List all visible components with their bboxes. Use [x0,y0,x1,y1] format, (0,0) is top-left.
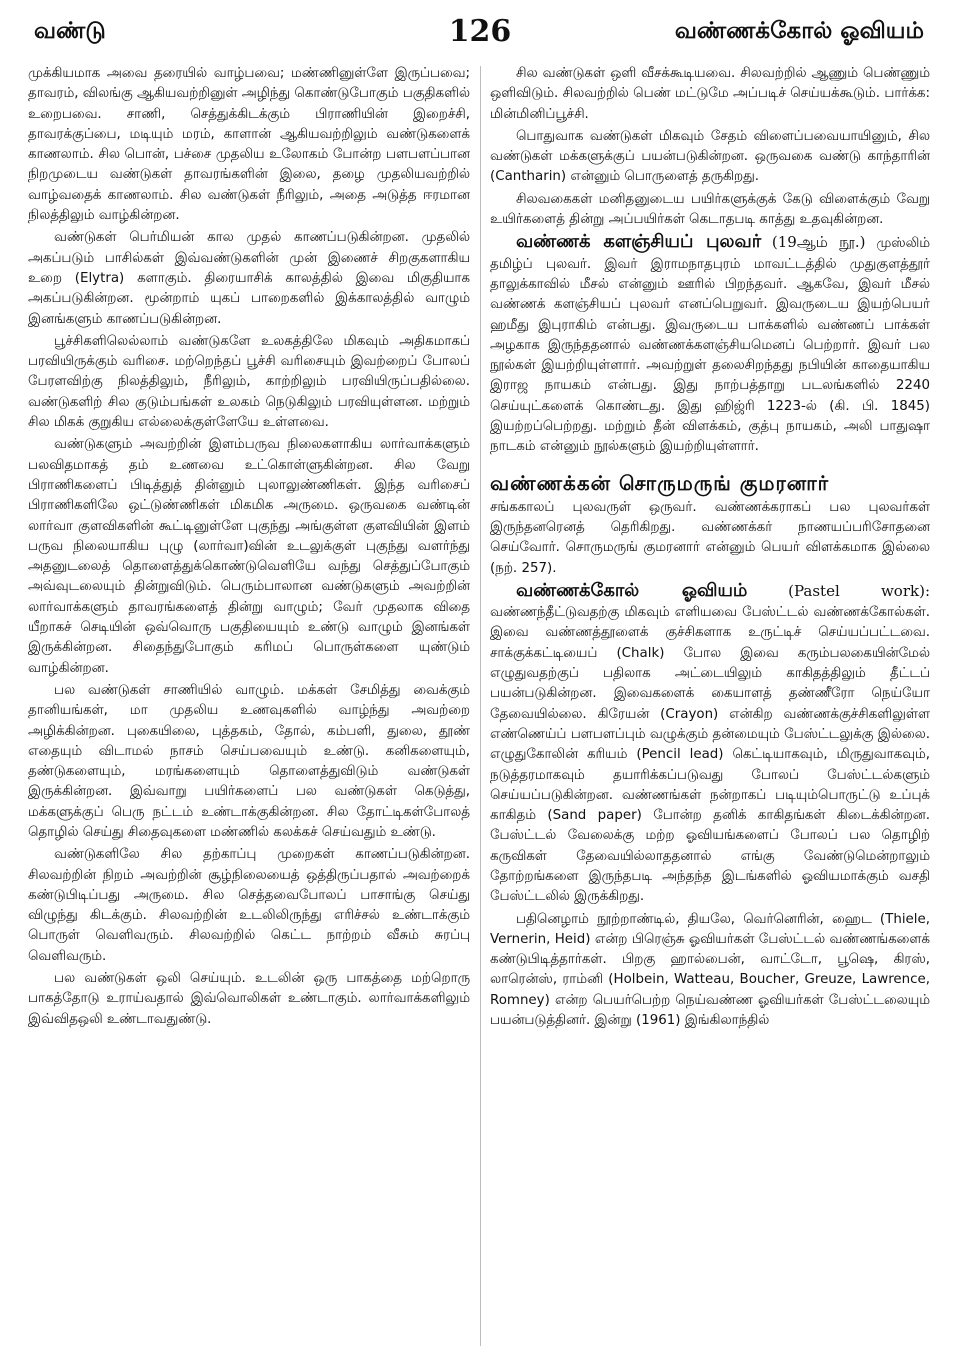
paragraph: வண்டுகளும் அவற்றின் இளம்பருவ நிலைகளாகிய லார்வாக்களும் பலவிதமாகத் தம் உணவை உட்கொள்ளுகின்றன. சில வேறு பிராணிகளைப் பிடித்துத் தின்னும் புலாலுண்ணிகள். இந்த வரிசைப் பிராணிகளிலே ஒட்டுண்ணிகள் மிகமிக அருமை. ஒருவகை வண்டின் லார்வா குளவிகளின் கூட்டினுள்ளே புகுந்து அங்குள்ள குளவியின் இளம் பருவ நிலையாகிய புழு (லார்வா)வின் உடலுக்குள் புகுந்து வளர்ந்து அதனுடலைத் தொளைத்துக்கொண்டுவெளியே வந்து செத்துப்போகும் அவ்வுடலையும் தின்றுவிடும். பெரும்பாலான வண்டுகளும் அவற்றின் லார்வாக்களும் தாவரங்களைத் தின்று வாழும்; வேர் முதலாக விதை யீறாகச் செடியின் ஒவ்வொரு பகுதியையும் உண்டு வாழும் இனங்கள் இருக்கின்றன. சிதைந்துபோகும் கரிமப் பொருள்களை யுண்டும் வாழ்கின்றன. [28,437,470,676]
entry-body: சங்ககாலப் புலவருள் ஒருவர். வண்ணக்கராகப் பல புலவர்கள் இருந்தனரெனத் தெரிகிறது. வண்ணக்கர் நாணயப்பரிசோதனை செய்வோர். சொருமருங் குமரனார் என்னும் பெயர் விளக்கமாக இல்லை (நற். 257). [490,499,930,576]
page-number: 126 [448,14,512,49]
paragraph: பொதுவாக வண்டுகள் மிகவும் சேதம் விளைப்பவையாயினும், சில வண்டுகள் மக்களுக்குப் பயன்படுகின்றன. ஒருவகை வண்டு காந்தாரின் (Cantharin) என்னும் பொருளைத் தருகிறது. [490,128,930,185]
encyclopedia-entry [490,581,930,908]
paragraph: பூச்சிகளிலெல்லாம் வண்டுகளே உலகத்திலே மிகவும் அதிகமாகப் பரவியிருக்கும் வரிசை. மற்றெந்தப் பூச்சி வரிசையும் இவற்றைப் போலப் பேரளவிற்கு நிலத்திலும், நீரிலும், காற்றிலும் பரவியிருப்பதில்லை. வண்டுகளிற் சில குடும்பங்கள் உலகம் நெடுகிலும் பரவியுள்ளன. மற்றும் சில மிகக் குறுகிய எல்லைக்குள்ளேயே உள்ளவை. [28,333,470,431]
column-divider [480,66,481,1346]
left-column [28,64,470,1354]
paragraph: வண்டுகள் பெர்மியன் கால முதல் காணப்படுகின்றன. முதலில் அகப்படும் பாசில்கள் இவ்வண்டுகளின் முன் இணைச் சிறகுகளாகிய உறை (Elytra) களாகும். திரையாசிக் காலத்தில் இவை மிகுதியாக அகப்படுகின்றன. மூன்றாம் யுகப் பாறைகளில் இக்காலத்தில் வாழும் இனங்களும் காணப்படுகின்றன. [28,230,470,327]
right-column [490,64,930,1354]
entry-heading-note: (Pastel work): [788,581,930,600]
paragraph: பதினெழாம் நூற்றாண்டில், தியலே, வெர்னெரின், ஹைட (Thiele, Vernerin, Heid) என்ற பிரெஞ்சு ஓவியர்கள் பேஸ்ட்டல் வண்ணங்களைக் கண்டுபிடித்தார்கள். பிறகு ஹால்பைன், வாட்டோ, பூஷெ, கிரஸ், லாரென்ஸ், ராம்னி (Holbein, Watteau, Boucher, Greuze, Lawrence, Romney) என்ற பெயர்பெற்ற நெய்வண்ண ஓவியர்கள் பேஸ்ட்டலையும் பயன்படுத்தினர். இன்று (1961) இங்கிலாந்தில் [490,911,930,1029]
entry-heading-note: (19ஆம் நூ.) [771,233,866,252]
header-right-keyword: வண்ணக்கோல் ஓவியம் [674,18,924,44]
paragraph: வண்டுகளிலே சில தற்காப்பு முறைகள் காணப்படுகின்றன. சிலவற்றின் நிறம் அவற்றின் சூழ்நிலையைத் ஒத்திருப்பதால் அவற்றைக் கண்டுபிடிப்பது அருமை. சில செத்தவைபோலப் பாசாங்கு செய்து விழுந்து கிடக்கும். சிலவற்றின் உடலிலிருந்து எரிச்சல் உண்டாக்கும் பொருள் வெளிவரும். சிலவற்றில் கெட்ட நாற்றம் வீசும் சுரப்பு வெளிவரும். [28,847,470,964]
entry-heading: வண்ணக்கோல் ஓவியம் [516,579,748,601]
entry-heading: வண்ணக் களஞ்சியப் புலவர் [516,231,762,253]
paragraph: சிலவகைகள் மனிதனுடைய பயிர்களுக்குக் கேடு விளைக்கும் வேறு உயிர்களைத் தின்று அப்பயிர்கள் கெடாதபடி காத்து உதவுகின்றன. [490,191,930,228]
paragraph: பல வண்டுகள் ஒலி செய்யும். உடலின் ஒரு பாகத்தை மற்றொரு பாகத்தோடு உராய்வதால் இவ்வொலிகள் உண்டாகும். லார்வாக்களிலும் இவ்விதஒலி உண்டாவதுண்டு. [28,971,470,1027]
header-left-keyword: வண்டு [34,18,106,44]
entry-body: வண்ணந்தீட்டுவதற்கு மிகவும் எளியவை பேஸ்ட்டல் வண்ணக்கோல்கள். இவை வண்ணத்தூளைக் குச்சிகளாக உருட்டிச் செய்யப்பட்டவை. சாக்குக்கட்டியைப் (Chalk) போல இவை கரும்பலகையின்மேல் எழுதுவதற்குப் பதிலாக அட்டையிலும் காகிதத்திலும் தீட்டப் பயன்படுகின்றன. இவைகளைக் கையாளத் தண்ணீரோ நெய்யோ தேவையில்லை. கிரேயன் (Crayon) என்கிற வண்ணக்குச்சிகளிலுள்ள எண்ணெய்ப் பளபளப்பும் வழுக்கும் தன்மையும் பேஸ்ட்டலுக்கு இல்லை. எழுதுகோலின் கரியம் (Pencil lead) கெட்டியாகவும், மிருதுவாகவும், நடுத்தரமாகவும் தயாரிக்கப்படுவது போலப் பேஸ்ட்டல்களும் செய்யப்படுகின்றன. வண்ணங்கள் நன்றாகப் படியும்பொருட்டு உப்புக் காகிதம் (Sand paper) போன்ற தனிக் காகிதங்கள் கிடைக்கின்றன. பேஸ்ட்டல் வேலைக்கு மற்ற ஓவியங்களைப் போலப் பல தொழிற் கருவிகள் தேவையில்லாததனால் எங்கு வேண்டுமென்றாலும் தோற்றங்களை இருந்தபடி அந்தந்த இடங்களில் ஓவியமாக்கும் வசதி பேஸ்ட்டலில் இருக்கிறது. [490,605,930,905]
paragraph: சில வண்டுகள் ஒளி வீசக்கூடியவை. சிலவற்றில் ஆணும் பெண்ணும் ஒளிவிடும். சிலவற்றில் பெண் மட்டுமே அப்படிச் செய்யக்கூடும். பார்க்க: மின்மினிப்பூச்சி. [490,66,930,122]
entry-heading: வண்ணக்கன் சொருமருங் குமரனார் [490,470,830,495]
entry-body: முஸ்லிம் தமிழ்ப் புலவர். இவர் இராமநாதபுரம் மாவட்டத்தில் முதுகுளத்தூர் தாலுக்காவில் மீசல் என்னும் ஊரில் பிறந்தவர். ஆகவே, இவர் மீசல் வண்ணக் களஞ்சியப் புலவர் எனப்பெறுவர். இவருடைய இயற்பெயர் ஹமீது இபுராகிம் என்பது. இவருடைய பாக்களில் வண்ணப் பாக்கள் அழகாக இருந்ததனால் வண்ணக்களஞ்சியமெனப் பெற்றார். இவர் பல நூல்கள் இயற்றியுள்ளார். அவற்றுள் தலைசிறந்தது நபியின் காதையாகிய இராஜ நாயகம் என்பது. இது நாற்பத்தாறு படலங்களில் 2240 செய்யுட்களைக் கொண்டது. இது ஹிஜ்ரி 1223-ல் (கி. பி. 1845) இயற்றப்பெற்றது. மற்றும் தீன் விளக்கம், குத்பு நாயகம், அலி பாதுஷா நாடகம் என்னும் நூல்களும் இயற்றியுள்ளார். [490,236,930,455]
paragraph: பல வண்டுகள் சாணியில் வாழும். மக்கள் சேமித்து வைக்கும் தானியங்கள், மா முதலிய உணவுகளில் வாழ்ந்து அவற்றை அழிக்கின்றன. புகையிலை, புத்தகம், தோல், கம்பளி, துலை, தூண் எதையும் விடாமல் நாசம் செய்பவையும் உண்டு. கனிகளையும், தண்டுகளையும், மரங்களையும் தொளைத்துவிடும் வண்டுகள் இருக்கின்றன. இவ்வாறு பயிர்களைப் பல வண்டுகள் கெடுத்து, மக்களுக்குப் பெரு நட்டம் உண்டாக்குகின்றன. சில தோட்டிகள்போலத் தொழில் செய்து சிதைவுகளை மண்ணில் கலக்கச் செய்வதும் உண்டு. [28,682,470,840]
encyclopedia-entry [490,232,930,457]
page-header [0,0,960,62]
paragraph: முக்கியமாக அவை தரையில் வாழ்பவை; மண்ணினுள்ளே இருப்பவை; தாவரம், விலங்கு ஆகியவற்றினுள் அழிந்து கொண்டுபோகும் பகுதிகளில் உறைபவை. சாணி, செத்துக்கிடக்கும் பிராணியின் இறைச்சி, தாவரக்குப்பை, மடியும் மரம், காளான் ஆகியவற்றிலும் வண்டுகளைக் காணலாம். சில பொன், பச்சை முதலிய உலோகம் போன்ற பளபளப்பான நிறமுடைய வண்டுகள் தாவரங்களின் இலை, தழை முதலியவற்றில் வாழ்வதைக் காணலாம். சில வண்டுகள் நீரிலும், அதை அடுத்த ஈரமான நிலத்திலும் வாழ்கின்றன. [28,66,470,224]
